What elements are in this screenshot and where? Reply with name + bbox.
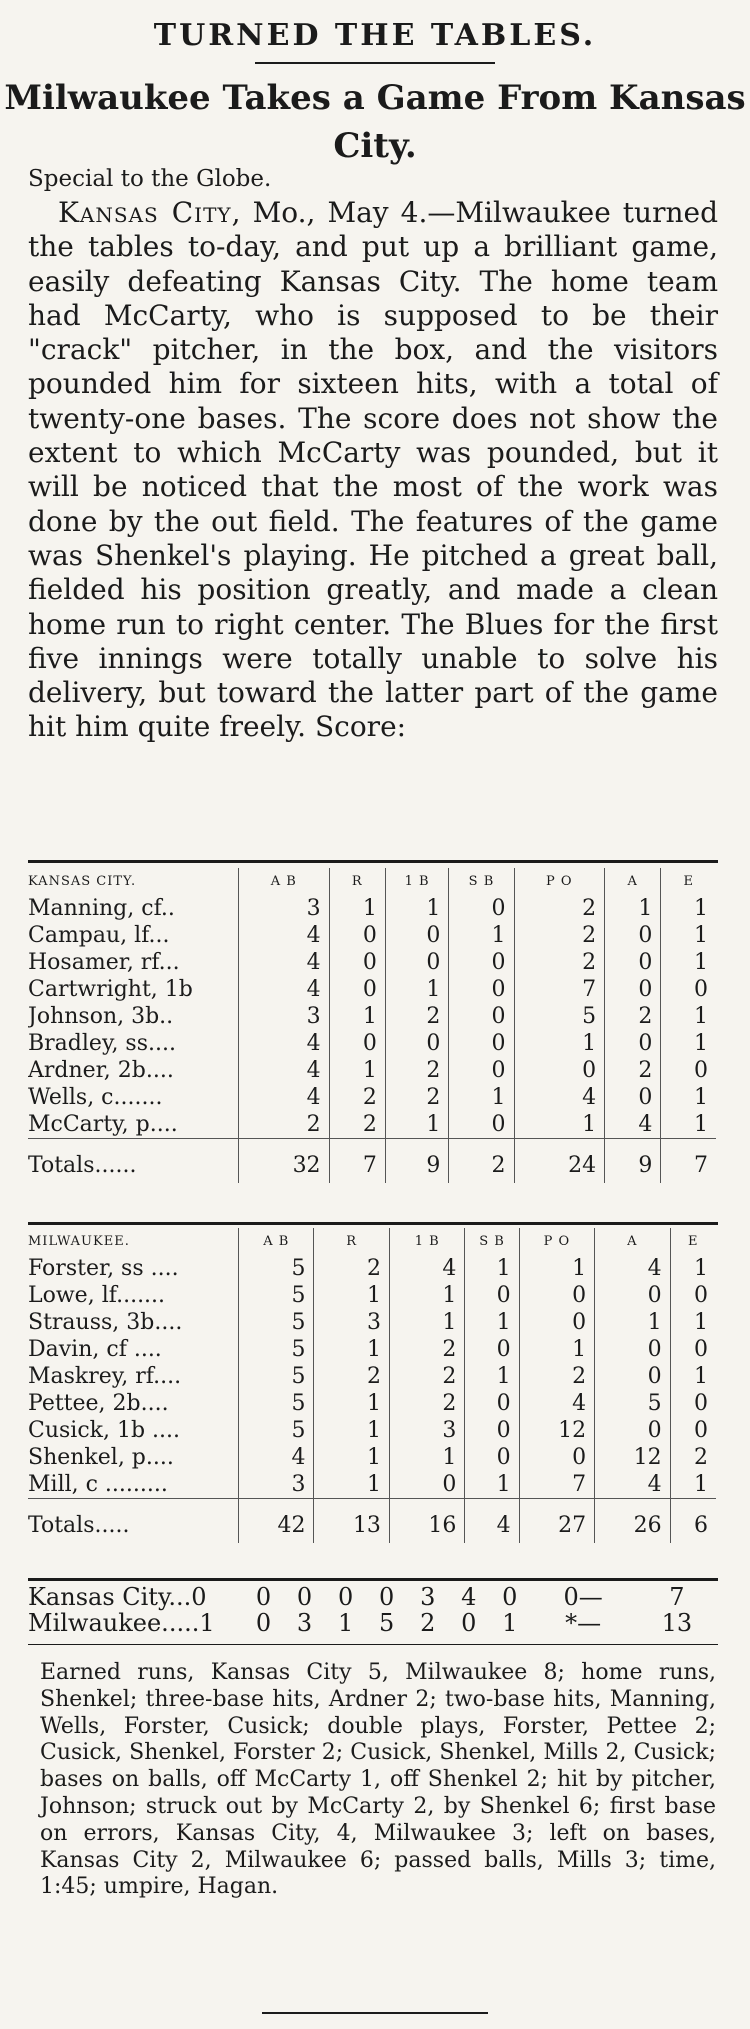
stat-cell: 26 [595, 1499, 670, 1544]
player-name: Lowe, lf....... [28, 1283, 166, 1308]
stat-cell: 5 [239, 1282, 314, 1309]
stat-cell: 1 [314, 1444, 389, 1471]
stat-cell: 32 [239, 1139, 330, 1184]
stat-cell: 1 [314, 1471, 389, 1499]
end-rule [262, 2012, 488, 2014]
stat-cell: 2 [449, 1139, 514, 1184]
player-row [28, 1111, 716, 1139]
player-row [28, 1336, 716, 1363]
stat-header: E [661, 868, 716, 895]
inning-score: *— [565, 1609, 602, 1637]
player-name: Manning, cf.. [28, 896, 175, 921]
stat-cell: 5 [595, 1390, 670, 1417]
player-name: Totals...... [28, 1139, 239, 1184]
stat-cell: 0 [514, 1057, 605, 1084]
inning-score: 13 [661, 1609, 693, 1637]
linescore-bottom-rule [28, 1644, 718, 1645]
stat-cell: 27 [519, 1499, 594, 1544]
player-row [28, 1363, 716, 1390]
linescore-team: Kansas City...0 [28, 1583, 207, 1611]
stat-cell: 2 [670, 1444, 716, 1471]
player-name: Shenkel, p.... [28, 1445, 174, 1470]
stat-cell: 1 [465, 1255, 519, 1282]
stat-header: R [314, 1228, 389, 1255]
stat-cell: 4 [239, 976, 330, 1003]
stat-header: E [670, 1228, 716, 1255]
stat-cell: 1 [670, 1363, 716, 1390]
stat-cell: 0 [449, 1057, 514, 1084]
stat-cell: 1 [329, 1057, 385, 1084]
player-row [28, 1282, 716, 1309]
linescore-row [28, 1584, 718, 1610]
stat-cell: 24 [514, 1139, 605, 1184]
stat-cell: 1 [595, 1309, 670, 1336]
inning-score: 0 [255, 1583, 272, 1611]
headline: TURNED THE TABLES. [153, 18, 597, 53]
inning-score: 2 [420, 1609, 436, 1637]
player-row [28, 1417, 716, 1444]
player-name: Davin, cf .... [28, 1337, 162, 1362]
player-row [28, 1309, 716, 1336]
player-row [28, 895, 716, 922]
stat-cell: 1 [661, 922, 716, 949]
team-name-header: KANSAS CITY. [28, 874, 137, 889]
stat-cell: 3 [239, 895, 330, 922]
stat-cell: 1 [661, 1003, 716, 1030]
stat-cell: 2 [514, 895, 605, 922]
stat-cell: 1 [389, 1444, 464, 1471]
stat-cell: 16 [389, 1499, 464, 1544]
stat-cell: 2 [329, 1111, 385, 1139]
stat-cell: 3 [314, 1309, 389, 1336]
stat-cell: 0 [670, 1390, 716, 1417]
stat-cell: 0 [661, 976, 716, 1003]
stat-cell: 0 [465, 1417, 519, 1444]
stat-cell: 1 [314, 1282, 389, 1309]
stat-cell: 1 [385, 976, 449, 1003]
stat-cell: 1 [389, 1282, 464, 1309]
player-row [28, 1057, 716, 1084]
stat-cell: 1 [519, 1336, 594, 1363]
stat-cell: 1 [465, 1471, 519, 1499]
player-row [28, 1390, 716, 1417]
stat-cell: 4 [595, 1255, 670, 1282]
stat-cell: 4 [239, 1444, 314, 1471]
player-name: Cartwright, 1b [28, 977, 193, 1002]
stat-cell: 0 [605, 1030, 661, 1057]
inning-score: 3 [420, 1583, 436, 1611]
stat-cell: 4 [239, 922, 330, 949]
stat-cell: 0 [465, 1336, 519, 1363]
player-name: Maskrey, rf.... [28, 1364, 182, 1389]
stat-cell: 4 [519, 1390, 594, 1417]
stat-cell: 2 [385, 1084, 449, 1111]
stat-cell: 4 [595, 1471, 670, 1499]
stat-cell: 4 [389, 1255, 464, 1282]
stat-cell: 1 [389, 1309, 464, 1336]
stat-cell: 0 [385, 949, 449, 976]
stat-cell: 3 [239, 1471, 314, 1499]
player-row [28, 1255, 716, 1282]
stat-cell: 6 [670, 1499, 716, 1544]
stat-cell: 4 [239, 1084, 330, 1111]
kansas-city-box-score [28, 868, 716, 1183]
stat-cell: 0 [449, 976, 514, 1003]
inning-score: 0 [255, 1609, 272, 1637]
stat-header: A B [239, 868, 330, 895]
inning-score: 0 [296, 1583, 313, 1611]
inning-score: 0 [337, 1583, 354, 1611]
player-name: Pettee, 2b.... [28, 1391, 169, 1416]
table-top-rule [28, 860, 718, 863]
stat-cell: 0 [389, 1471, 464, 1499]
stat-header: A [605, 868, 661, 895]
stat-cell: 1 [661, 895, 716, 922]
article-body [28, 196, 718, 745]
stat-header: 1 B [385, 868, 449, 895]
stat-cell: 4 [239, 1057, 330, 1084]
inning-score: 4 [461, 1583, 477, 1611]
stat-cell: 5 [514, 1003, 605, 1030]
stat-cell: 0 [465, 1444, 519, 1471]
stat-cell: 4 [605, 1111, 661, 1139]
stat-cell: 0 [519, 1444, 594, 1471]
stat-cell: 1 [661, 949, 716, 976]
stat-cell: 5 [239, 1417, 314, 1444]
stat-cell: 0 [605, 949, 661, 976]
player-row [28, 1030, 716, 1057]
stat-cell: 2 [389, 1390, 464, 1417]
stat-cell: 2 [385, 1057, 449, 1084]
stat-cell: 0 [449, 895, 514, 922]
stat-cell: 9 [385, 1139, 449, 1184]
stat-header: S B [465, 1228, 519, 1255]
stat-cell: 0 [465, 1390, 519, 1417]
player-name: Wells, c....... [28, 1085, 163, 1110]
stat-cell: 4 [465, 1499, 519, 1544]
stat-cell: 1 [514, 1030, 605, 1057]
stat-cell: 7 [514, 976, 605, 1003]
stat-cell: 1 [605, 895, 661, 922]
stat-cell: 5 [239, 1363, 314, 1390]
stat-cell: 1 [670, 1309, 716, 1336]
stat-cell: 0 [605, 922, 661, 949]
stat-cell: 1 [329, 1003, 385, 1030]
stat-cell: 7 [661, 1139, 716, 1184]
stat-cell: 0 [595, 1336, 670, 1363]
stat-cell: 2 [519, 1363, 594, 1390]
article-text: , Mo., May 4.—Milwaukee turned the tables to-day, and put up a brilliant game, easily defeating Kansas City. The home team had McCarty, who is supposed to be their "crack" pitcher, in the box, and the visitors pounded him for sixteen hits, with a total of twenty-one bases. The score does not show the extent to which McCarty was pounded, but it will be noticed that the most of the work was done by the out field. The features of the game was Shenkel's playing. He pitched a great ball, fielded his position greatly, and made a clean home run to right center. The Blues for the first five innings were totally unable to solve his delivery, but toward the latter part of the game hit him quite freely. Score: [28, 196, 718, 744]
stat-cell: 2 [329, 1084, 385, 1111]
dateline: Special to the Globe. [28, 166, 272, 192]
milwaukee-box-score [28, 1228, 716, 1543]
player-name: Ardner, 2b.... [28, 1058, 174, 1083]
player-row [28, 949, 716, 976]
stat-cell: 0 [465, 1282, 519, 1309]
player-name: McCarty, p.... [28, 1112, 178, 1137]
subheadline: Milwaukee Takes a Game From Kansas City. [4, 78, 746, 166]
stat-cell: 2 [389, 1363, 464, 1390]
stat-cell: 2 [314, 1255, 389, 1282]
player-name: Cusick, 1b .... [28, 1418, 181, 1443]
stat-cell: 2 [314, 1363, 389, 1390]
stat-cell: 3 [239, 1003, 330, 1030]
linescore-row [28, 1610, 718, 1636]
stat-cell: 0 [449, 1111, 514, 1139]
stat-cell: 2 [239, 1111, 330, 1139]
game-summary: Earned runs, Kansas City 5, Milwaukee 8; home runs, Shenkel; three-base hits, Ardner 2; two-base hits, Manning, Wells, Forster, Cusick; double plays, Forster, Pettee 2; Cusick, Shenkel, Forster 2; Cusick, Shenkel, Mills 2, Cusick; bases on balls, off McCarty 1, off Shenkel 2; hit by pitcher, Johnson; struck out by McCarty 2, by Shenkel 6; first base on errors, Kansas City, 4, Milwaukee 3; left on bases, Kansas City 2, Milwaukee 6; passed balls, Mills 3; time, 1:45; umpire, Hagan. [40, 1660, 716, 1900]
stat-cell: 1 [314, 1390, 389, 1417]
totals-row [28, 1139, 716, 1184]
stat-cell: 1 [661, 1111, 716, 1139]
box-header-row [28, 868, 716, 895]
stat-cell: 42 [239, 1499, 314, 1544]
stat-cell: 1 [670, 1471, 716, 1499]
totals-row [28, 1499, 716, 1544]
stat-cell: 3 [389, 1417, 464, 1444]
stat-cell: 1 [465, 1309, 519, 1336]
stat-cell: 1 [449, 922, 514, 949]
stat-header: P O [514, 868, 605, 895]
stat-cell: 1 [329, 895, 385, 922]
stat-cell: 0 [519, 1282, 594, 1309]
stat-cell: 12 [519, 1417, 594, 1444]
stat-cell: 4 [514, 1084, 605, 1111]
stat-cell: 0 [449, 1003, 514, 1030]
player-name: Johnson, 3b.. [28, 1004, 174, 1029]
stat-cell: 1 [661, 1030, 716, 1057]
stat-cell: 0 [605, 1084, 661, 1111]
inning-score: 1 [502, 1609, 518, 1637]
stat-cell: 1 [519, 1255, 594, 1282]
box-header-row [28, 1228, 716, 1255]
stat-cell: 7 [329, 1139, 385, 1184]
stat-cell: 4 [239, 949, 330, 976]
stat-cell: 5 [239, 1336, 314, 1363]
stat-cell: 5 [239, 1390, 314, 1417]
stat-cell: 2 [514, 922, 605, 949]
stat-cell: 12 [595, 1444, 670, 1471]
inning-score: 7 [669, 1583, 685, 1611]
inning-score: 1 [337, 1609, 354, 1637]
stat-cell: 0 [670, 1417, 716, 1444]
stat-cell: 0 [449, 1030, 514, 1057]
stat-cell: 1 [385, 1111, 449, 1139]
stat-cell: 0 [385, 922, 449, 949]
inning-score: 0— [563, 1583, 603, 1611]
stat-cell: 0 [595, 1363, 670, 1390]
stat-header: S B [449, 868, 514, 895]
stat-cell: 1 [514, 1111, 605, 1139]
stat-cell: 0 [605, 976, 661, 1003]
stat-header: R [329, 868, 385, 895]
inning-score: 0 [461, 1609, 477, 1637]
linescore-team: Milwaukee.....1 [28, 1609, 215, 1637]
player-name: Campau, lf... [28, 923, 170, 948]
stat-header: A B [239, 1228, 314, 1255]
table-divider-rule [28, 1222, 718, 1225]
player-name: Strauss, 3b.... [28, 1310, 183, 1335]
stat-cell: 9 [605, 1139, 661, 1184]
stat-cell: 1 [449, 1084, 514, 1111]
stat-cell: 2 [605, 1003, 661, 1030]
stat-cell: 2 [385, 1003, 449, 1030]
stat-cell: 0 [449, 949, 514, 976]
inning-score: 5 [379, 1609, 395, 1637]
linescore-table [28, 1584, 718, 1636]
inning-score: 3 [296, 1609, 313, 1637]
player-name: Forster, ss .... [28, 1256, 179, 1281]
player-name: Totals..... [28, 1499, 239, 1544]
stat-cell: 0 [595, 1417, 670, 1444]
stat-cell: 0 [329, 976, 385, 1003]
stat-cell: 1 [670, 1255, 716, 1282]
stat-cell: 0 [329, 1030, 385, 1057]
linescore-top-rule [28, 1578, 718, 1581]
stat-cell: 1 [661, 1084, 716, 1111]
stat-cell: 2 [514, 949, 605, 976]
stat-cell: 7 [519, 1471, 594, 1499]
inning-score: 0 [502, 1583, 518, 1611]
stat-cell: 0 [595, 1282, 670, 1309]
stat-cell: 0 [385, 1030, 449, 1057]
stat-header: 1 B [389, 1228, 464, 1255]
stat-cell: 13 [314, 1499, 389, 1544]
player-row [28, 1084, 716, 1111]
stat-cell: 0 [329, 922, 385, 949]
stat-cell: 1 [314, 1336, 389, 1363]
stat-cell: 1 [385, 895, 449, 922]
player-name: Hosamer, rf... [28, 950, 180, 975]
stat-cell: 1 [314, 1417, 389, 1444]
stat-cell: 5 [239, 1309, 314, 1336]
stat-cell: 1 [465, 1363, 519, 1390]
stat-cell: 0 [519, 1309, 594, 1336]
stat-cell: 4 [239, 1030, 330, 1057]
player-row [28, 1444, 716, 1471]
stat-cell: 0 [661, 1057, 716, 1084]
stat-cell: 5 [239, 1255, 314, 1282]
stat-cell: 0 [670, 1336, 716, 1363]
stat-cell: 0 [329, 949, 385, 976]
stat-header: A [595, 1228, 670, 1255]
player-name: Mill, c ......... [28, 1472, 168, 1497]
headline-rule [255, 62, 495, 64]
team-name-header: MILWAUKEE. [28, 1234, 130, 1249]
player-row [28, 1471, 716, 1499]
player-row [28, 1003, 716, 1030]
inning-score: 0 [379, 1583, 395, 1611]
article-place: Kansas City [58, 196, 232, 229]
stat-header: P O [519, 1228, 594, 1255]
player-row [28, 922, 716, 949]
player-name: Bradley, ss.... [28, 1031, 176, 1056]
stat-cell: 2 [605, 1057, 661, 1084]
stat-cell: 2 [389, 1336, 464, 1363]
stat-cell: 0 [670, 1282, 716, 1309]
player-row [28, 976, 716, 1003]
